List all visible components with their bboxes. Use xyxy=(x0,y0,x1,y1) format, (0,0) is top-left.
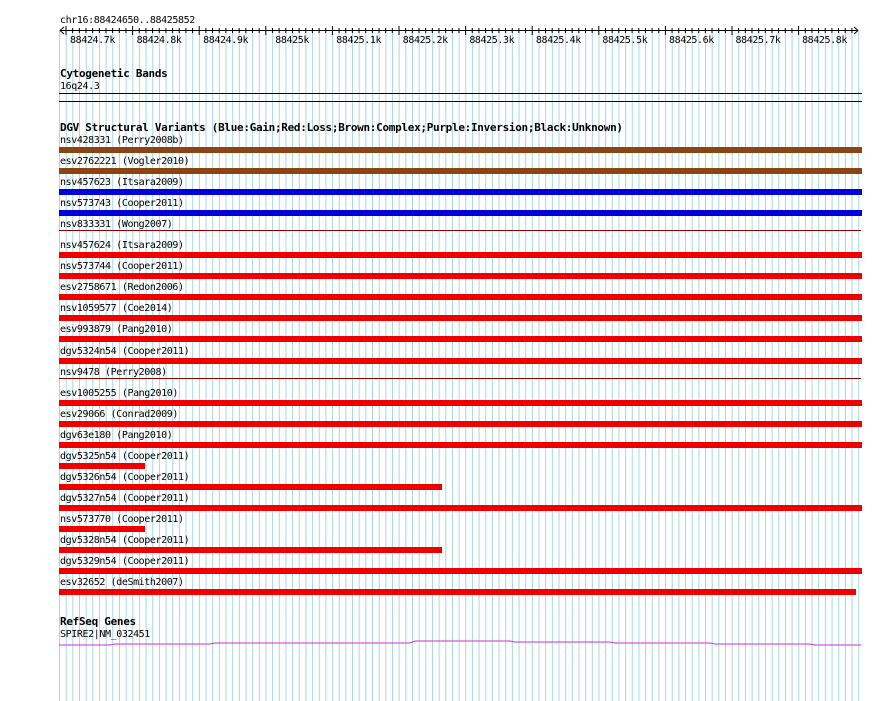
variant-feature-bar[interactable] xyxy=(59,463,145,469)
variant-feature-bar[interactable] xyxy=(59,484,442,490)
variant-label: dgv5328n54 (Cooper2011) xyxy=(60,534,190,546)
cytoband-band-bottom xyxy=(59,101,862,102)
variant-feature-bar[interactable] xyxy=(59,168,862,174)
variant-feature-bar[interactable] xyxy=(59,442,862,448)
variant-label: nsv1059577 (Coe2014) xyxy=(60,303,173,315)
cytoband-track-title[interactable]: Cytogenetic Bands xyxy=(60,67,168,80)
variant-feature-bar[interactable] xyxy=(59,294,862,300)
variant-label: nsv9478 (Perry2008) xyxy=(60,366,167,378)
gene-intron-line xyxy=(59,641,861,645)
variant-label: nsv833331 (Wong2007) xyxy=(60,219,173,231)
refseq-track-title[interactable]: RefSeq Genes xyxy=(60,615,136,628)
variant-label: dgv5325n54 (Cooper2011) xyxy=(60,450,190,462)
variant-label: nsv428331 (Perry2008b) xyxy=(60,135,184,146)
variant-label: esv29066 (Conrad2009) xyxy=(60,408,179,420)
ruler-tick-label: 88425.1k xyxy=(336,35,382,46)
variant-feature-bar[interactable] xyxy=(59,336,862,342)
variant-label: nsv573770 (Cooper2011) xyxy=(60,513,184,525)
variant-label: dgv5326n54 (Cooper2011) xyxy=(60,471,190,483)
variant-label: esv1005255 (Pang2010) xyxy=(60,387,179,399)
ruler-tick-label: 88425.5k xyxy=(602,35,648,46)
variant-feature-bar[interactable] xyxy=(59,210,862,216)
variant-label: nsv573743 (Cooper2011) xyxy=(60,198,184,210)
ruler-tick-label: 88425.8k xyxy=(802,35,848,46)
ruler-tick-label: 88424.7k xyxy=(70,35,115,46)
ruler-tick-label: 88424.8k xyxy=(136,35,182,46)
variant-feature-thin[interactable] xyxy=(59,378,861,379)
ruler-tick-label: 88425.4k xyxy=(535,35,581,46)
ruler-tick-label: 88425.2k xyxy=(402,35,448,46)
variant-label: dgv63e180 (Pang2010) xyxy=(60,429,173,441)
cytoband-label: 16q24.3 xyxy=(60,81,100,92)
variant-label: nsv573744 (Cooper2011) xyxy=(60,261,184,273)
variant-label: esv2762221 (Vogler2010) xyxy=(60,156,190,168)
variant-feature-bar[interactable] xyxy=(59,568,862,574)
variant-label: esv2758671 (Redon2006) xyxy=(60,282,184,294)
variant-feature-bar[interactable] xyxy=(59,547,442,553)
variant-feature-bar[interactable] xyxy=(59,189,862,195)
variant-feature-bar[interactable] xyxy=(59,147,862,153)
ruler-tick-label: 88424.9k xyxy=(203,35,249,46)
variant-feature-thin[interactable] xyxy=(59,230,861,231)
refseq-gene-model[interactable] xyxy=(0,636,890,650)
ruler-tick-label: 88425.7k xyxy=(735,35,781,46)
variant-label: nsv457623 (Itsara2009) xyxy=(60,177,184,189)
cytoband-band-top[interactable] xyxy=(59,93,862,94)
variant-label: nsv457624 (Itsara2009) xyxy=(60,240,184,252)
refseq-gene-label: SPIRE2|NM_032451 xyxy=(60,629,150,640)
dgv-track-title[interactable]: DGV Structural Variants (Blue:Gain;Red:Loss;Brown:Complex;Purple:Inversion;Black:Unknown) xyxy=(60,121,623,134)
variant-feature-bar[interactable] xyxy=(59,589,856,595)
variant-feature-bar[interactable] xyxy=(59,526,145,532)
variant-label: dgv5324n54 (Cooper2011) xyxy=(60,345,190,357)
variant-feature-bar[interactable] xyxy=(59,315,862,321)
ruler-tick-label: 88425k xyxy=(275,35,310,46)
variant-label: esv32652 (deSmith2007) xyxy=(60,577,184,589)
variant-feature-bar[interactable] xyxy=(59,252,862,258)
variant-feature-bar[interactable] xyxy=(59,273,862,279)
variant-feature-bar[interactable] xyxy=(59,358,862,364)
ruler-tick-label: 88425.6k xyxy=(668,35,714,46)
variant-label: esv993879 (Pang2010) xyxy=(60,324,173,336)
ruler-tick-label: 88425.3k xyxy=(469,35,515,46)
variant-feature-bar[interactable] xyxy=(59,400,862,406)
ruler-range-label: chr16:88424650..88425852 xyxy=(60,15,195,26)
variant-label: dgv5327n54 (Cooper2011) xyxy=(60,492,190,504)
variant-feature-bar[interactable] xyxy=(59,505,862,511)
variant-feature-bar[interactable] xyxy=(59,421,862,427)
variant-label: dgv5329n54 (Cooper2011) xyxy=(60,556,190,567)
